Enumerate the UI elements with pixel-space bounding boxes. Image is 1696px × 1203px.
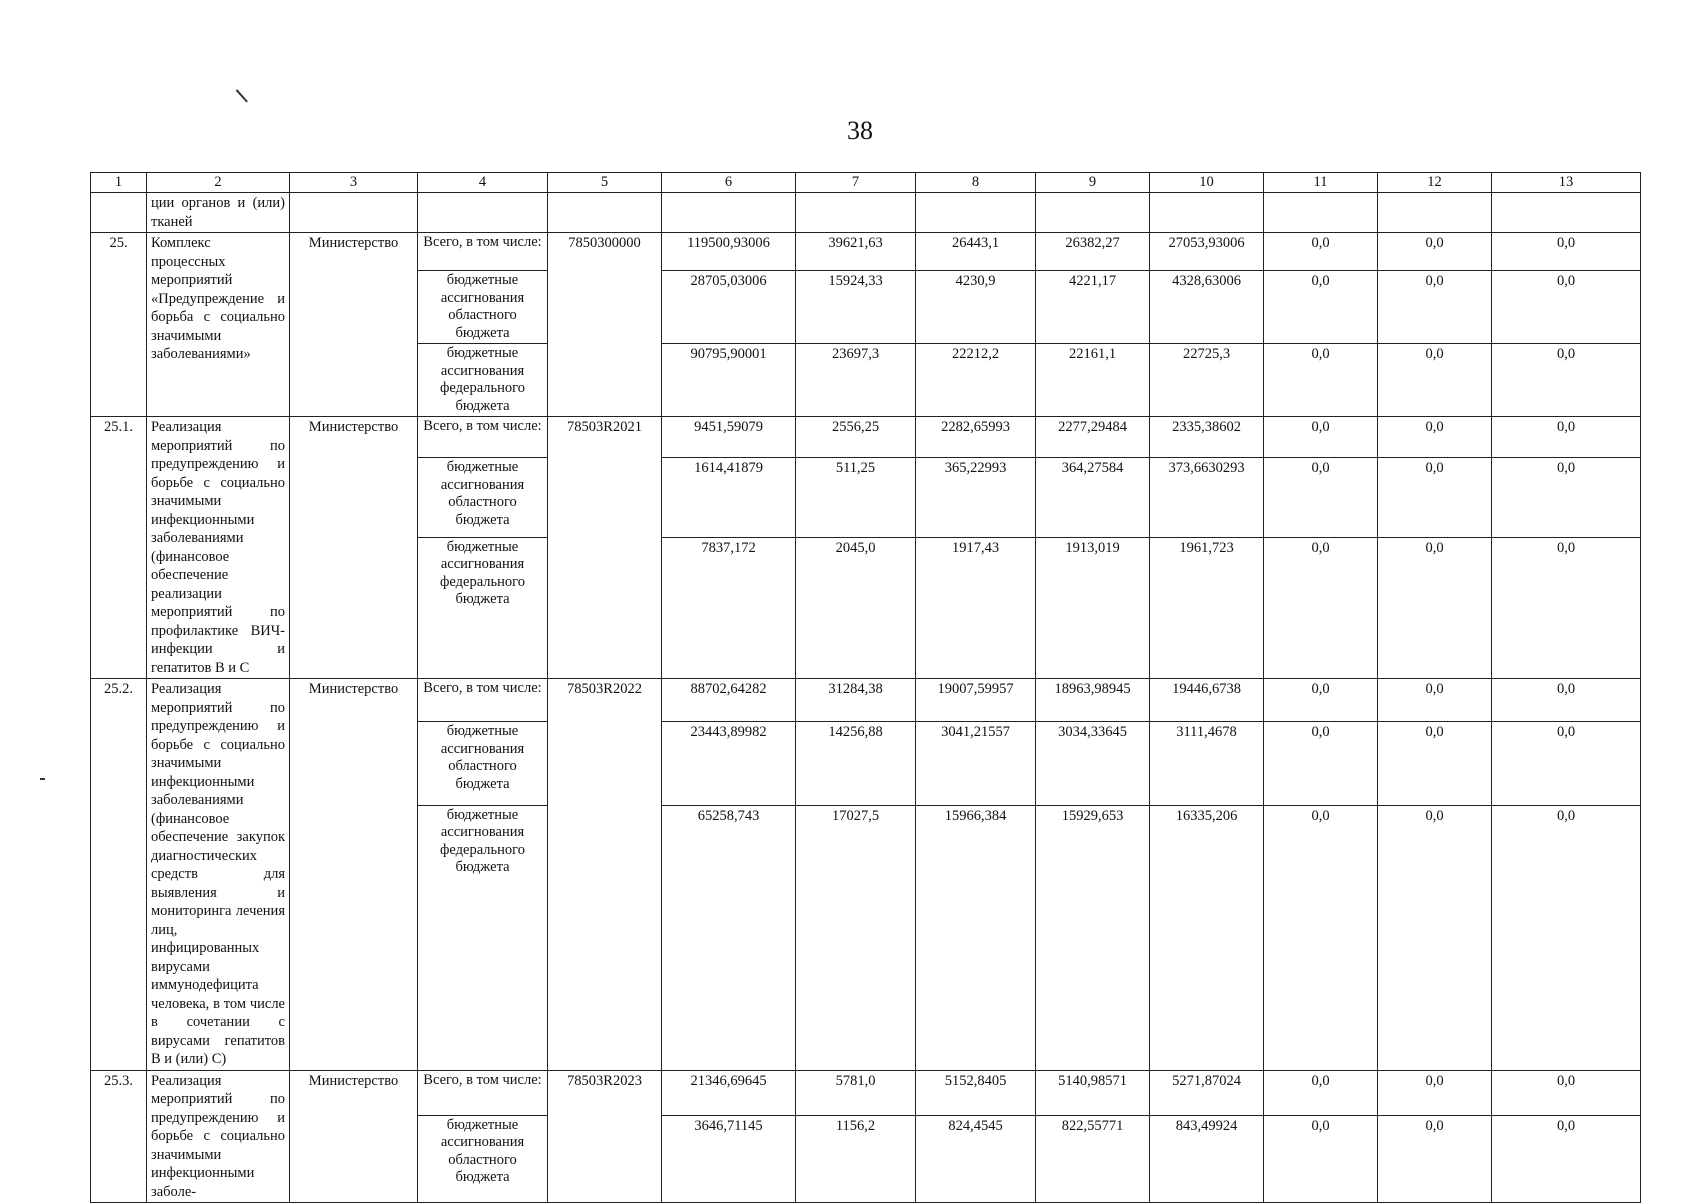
amount-col-9: 2277,29484 — [1036, 417, 1150, 458]
funding-category: бюджетные ассигнования областного бюджета — [418, 722, 548, 805]
column-number-1: 1 — [91, 173, 147, 193]
amount-col-9: 364,27584 — [1036, 458, 1150, 537]
amount-col-7: 2045,0 — [796, 537, 916, 678]
amount-col-7: 23697,3 — [796, 344, 916, 417]
page-number: 38 — [847, 116, 873, 145]
amount-col-6: 119500,93006 — [662, 233, 796, 271]
table-row — [91, 233, 1641, 271]
row-number: 25.1. — [91, 417, 147, 679]
amount-col-8: 3041,21557 — [916, 722, 1036, 805]
row-number: 25.2. — [91, 679, 147, 1071]
funding-category: бюджетные ассигнования федерального бюджета — [418, 344, 548, 417]
amount-col-7: 17027,5 — [796, 805, 916, 1070]
column-number-4: 4 — [418, 173, 548, 193]
amount-col-6: 88702,64282 — [662, 679, 796, 722]
amount-col-6: 65258,743 — [662, 805, 796, 1070]
amount-col-8: 365,22993 — [916, 458, 1036, 537]
amount-col-8: 824,4545 — [916, 1115, 1036, 1202]
amount-col-13: 0,0 — [1492, 537, 1641, 678]
table-row — [91, 1070, 1641, 1115]
amount-col-13: 0,0 — [1492, 458, 1641, 537]
row-title: Реализация мероприятий по предупреждению и борьбе с социально значимыми инфекционными заболеваниями (финансовое обеспечение реализации мероприятий по профилактике ВИЧ-инфекции и гепатитов В и С — [147, 417, 290, 679]
column-number-3: 3 — [290, 173, 418, 193]
amount-col-7: 15924,33 — [796, 271, 916, 344]
row-executor: Министерство — [290, 417, 418, 679]
amount-col-8: 22212,2 — [916, 344, 1036, 417]
amount-col-7: 511,25 — [796, 458, 916, 537]
amount-col-6: 9451,59079 — [662, 417, 796, 458]
amount-col-7: 14256,88 — [796, 722, 916, 805]
amount-col-9: 822,55771 — [1036, 1115, 1150, 1202]
amount-col-10: 2335,38602 — [1150, 417, 1264, 458]
amount-col-9: 15929,653 — [1036, 805, 1150, 1070]
row-executor: Министерство — [290, 679, 418, 1071]
column-number-row — [91, 173, 1641, 193]
scan-dot — [40, 778, 45, 780]
amount-col-8: 5152,8405 — [916, 1070, 1036, 1115]
row-code: 78503R2023 — [548, 1070, 662, 1203]
amount-col-9: 26382,27 — [1036, 233, 1150, 271]
amount-col-10: 16335,206 — [1150, 805, 1264, 1070]
budget-table — [90, 172, 1641, 1203]
row-code: 7850300000 — [548, 233, 662, 417]
amount-col-9: 5140,98571 — [1036, 1070, 1150, 1115]
amount-col-8: 1917,43 — [916, 537, 1036, 678]
amount-col-8: 19007,59957 — [916, 679, 1036, 722]
amount-col-7: 31284,38 — [796, 679, 916, 722]
row-executor: Министерство — [290, 233, 418, 417]
amount-col-12: 0,0 — [1378, 271, 1492, 344]
amount-col-11: 0,0 — [1264, 679, 1378, 722]
amount-col-12: 0,0 — [1378, 344, 1492, 417]
amount-col-13: 0,0 — [1492, 805, 1641, 1070]
amount-col-10: 373,6630293 — [1150, 458, 1264, 537]
amount-col-10: 5271,87024 — [1150, 1070, 1264, 1115]
amount-col-6: 28705,03006 — [662, 271, 796, 344]
amount-col-10: 843,49924 — [1150, 1115, 1264, 1202]
amount-col-11: 0,0 — [1264, 271, 1378, 344]
amount-col-13: 0,0 — [1492, 233, 1641, 271]
amount-col-11: 0,0 — [1264, 1070, 1378, 1115]
amount-col-12: 0,0 — [1378, 679, 1492, 722]
amount-col-9: 18963,98945 — [1036, 679, 1150, 722]
amount-col-12: 0,0 — [1378, 458, 1492, 537]
amount-col-13: 0,0 — [1492, 1115, 1641, 1202]
amount-col-8: 4230,9 — [916, 271, 1036, 344]
amount-col-11: 0,0 — [1264, 458, 1378, 537]
amount-col-9: 1913,019 — [1036, 537, 1150, 678]
amount-col-11: 0,0 — [1264, 805, 1378, 1070]
amount-col-8: 2282,65993 — [916, 417, 1036, 458]
amount-col-6: 7837,172 — [662, 537, 796, 678]
amount-col-12: 0,0 — [1378, 722, 1492, 805]
continuation-row — [91, 193, 1641, 233]
column-number-5: 5 — [548, 173, 662, 193]
row-title: Реализация мероприятий по предупреждению и борьбе с социально значимыми инфекционными заболеваниями (финансовое обеспечение закупок диагностических средств для выявления и мониторинга лечения лиц, инфицированных вирусами иммунодефицита человека, в том числе в сочетании с вирусами гепатитов В и (или) С) — [147, 679, 290, 1071]
amount-col-13: 0,0 — [1492, 344, 1641, 417]
column-number-9: 9 — [1036, 173, 1150, 193]
amount-col-7: 39621,63 — [796, 233, 916, 271]
funding-category: бюджетные ассигнования областного бюджета — [418, 1115, 548, 1202]
amount-col-11: 0,0 — [1264, 537, 1378, 678]
amount-col-8: 26443,1 — [916, 233, 1036, 271]
column-number-2: 2 — [147, 173, 290, 193]
continuation-title: ции органов и (или) тканей — [147, 193, 290, 233]
amount-col-9: 3034,33645 — [1036, 722, 1150, 805]
column-number-8: 8 — [916, 173, 1036, 193]
scan-mark — [236, 89, 248, 102]
amount-col-13: 0,0 — [1492, 271, 1641, 344]
amount-col-11: 0,0 — [1264, 722, 1378, 805]
amount-col-12: 0,0 — [1378, 1070, 1492, 1115]
column-number-11: 11 — [1264, 173, 1378, 193]
amount-col-6: 3646,71145 — [662, 1115, 796, 1202]
amount-col-11: 0,0 — [1264, 233, 1378, 271]
amount-col-12: 0,0 — [1378, 417, 1492, 458]
amount-col-7: 1156,2 — [796, 1115, 916, 1202]
amount-col-9: 4221,17 — [1036, 271, 1150, 344]
table-row — [91, 417, 1641, 458]
row-number: 25.3. — [91, 1070, 147, 1203]
amount-col-10: 4328,63006 — [1150, 271, 1264, 344]
amount-col-13: 0,0 — [1492, 417, 1641, 458]
amount-col-11: 0,0 — [1264, 417, 1378, 458]
row-title: Комплекс процессных мероприятий «Предупреждение и борьба с социально значимыми заболеваниями» — [147, 233, 290, 417]
row-executor: Министерство — [290, 1070, 418, 1203]
column-number-13: 13 — [1492, 173, 1641, 193]
amount-col-13: 0,0 — [1492, 679, 1641, 722]
amount-col-11: 0,0 — [1264, 344, 1378, 417]
amount-col-11: 0,0 — [1264, 1115, 1378, 1202]
row-code: 78503R2021 — [548, 417, 662, 679]
amount-col-6: 1614,41879 — [662, 458, 796, 537]
amount-col-12: 0,0 — [1378, 537, 1492, 678]
amount-col-12: 0,0 — [1378, 805, 1492, 1070]
funding-category: Всего, в том числе: — [418, 679, 548, 722]
column-number-10: 10 — [1150, 173, 1264, 193]
amount-col-10: 22725,3 — [1150, 344, 1264, 417]
row-code: 78503R2022 — [548, 679, 662, 1071]
column-number-7: 7 — [796, 173, 916, 193]
amount-col-6: 23443,89982 — [662, 722, 796, 805]
amount-col-7: 5781,0 — [796, 1070, 916, 1115]
amount-col-9: 22161,1 — [1036, 344, 1150, 417]
funding-category: Всего, в том числе: — [418, 1070, 548, 1115]
amount-col-6: 21346,69645 — [662, 1070, 796, 1115]
amount-col-10: 1961,723 — [1150, 537, 1264, 678]
amount-col-7: 2556,25 — [796, 417, 916, 458]
column-number-6: 6 — [662, 173, 796, 193]
column-number-12: 12 — [1378, 173, 1492, 193]
amount-col-10: 3111,4678 — [1150, 722, 1264, 805]
amount-col-12: 0,0 — [1378, 1115, 1492, 1202]
row-number: 25. — [91, 233, 147, 417]
funding-category: Всего, в том числе: — [418, 233, 548, 271]
amount-col-12: 0,0 — [1378, 233, 1492, 271]
funding-category: бюджетные ассигнования федерального бюджета — [418, 805, 548, 1070]
amount-col-8: 15966,384 — [916, 805, 1036, 1070]
amount-col-6: 90795,90001 — [662, 344, 796, 417]
funding-category: бюджетные ассигнования областного бюджета — [418, 271, 548, 344]
amount-col-10: 27053,93006 — [1150, 233, 1264, 271]
funding-category: бюджетные ассигнования федерального бюджета — [418, 537, 548, 678]
funding-category: бюджетные ассигнования областного бюджета — [418, 458, 548, 537]
funding-category: Всего, в том числе: — [418, 417, 548, 458]
amount-col-13: 0,0 — [1492, 722, 1641, 805]
row-title: Реализация мероприятий по предупреждению и борьбе с социально значимыми инфекционными заболе- — [147, 1070, 290, 1203]
amount-col-13: 0,0 — [1492, 1070, 1641, 1115]
amount-col-10: 19446,6738 — [1150, 679, 1264, 722]
table-row — [91, 679, 1641, 722]
